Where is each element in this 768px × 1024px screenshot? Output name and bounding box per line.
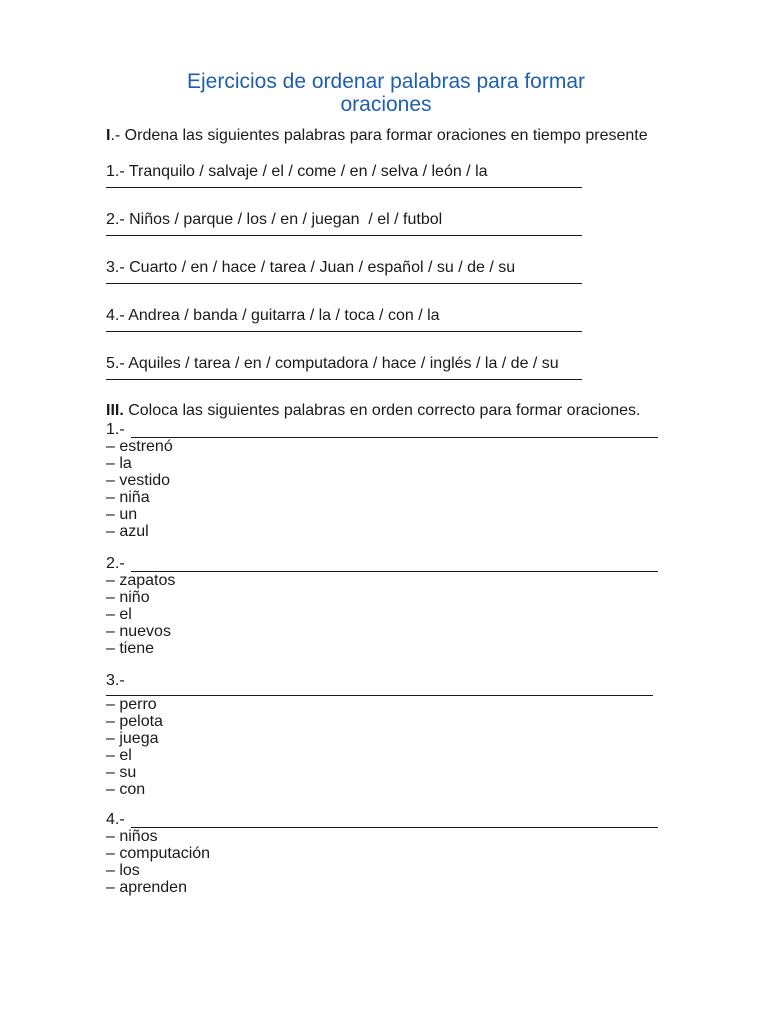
exercise-item: [106, 306, 676, 354]
group-label: 4.-: [106, 810, 125, 828]
group-header: [106, 421, 676, 438]
word-item: – tiene: [106, 639, 155, 657]
group-header: [106, 811, 676, 828]
exercise-words: 1.- Tranquilo / salvaje / el / come / en / selva / león / la: [106, 163, 488, 180]
section-1-items: [106, 162, 676, 402]
word-item: – los: [106, 861, 140, 879]
exercise-item: [106, 162, 676, 210]
section-1-instruction-text: .- Ordena las siguientes palabras para formar oraciones en tiempo presente: [110, 127, 648, 144]
section-1-numeral: I: [106, 127, 111, 144]
word-item: – con: [106, 780, 146, 798]
word-item: – la: [106, 454, 132, 472]
exercise-item: [106, 354, 676, 402]
group-header: [106, 555, 676, 572]
group-label: 2.-: [106, 554, 125, 572]
word-item: – estrenó: [106, 437, 173, 455]
title-line-2: oraciones: [340, 93, 432, 116]
word-item: – pelota: [106, 712, 163, 730]
answer-line[interactable]: [106, 187, 582, 188]
answer-line[interactable]: [106, 283, 582, 284]
section-3-instruction-text: Coloca las siguientes palabras en orden correcto para formar oraciones.: [123, 402, 641, 419]
word-item: – nuevos: [106, 622, 171, 640]
title-line-1: Ejercicios de ordenar palabras para formar: [186, 70, 586, 93]
word-group: [106, 421, 676, 540]
word-item: – niños: [106, 827, 158, 845]
answer-line[interactable]: [106, 235, 582, 236]
word-item: – el: [106, 605, 132, 623]
word-item: – vestido: [106, 471, 171, 489]
exercise-words: 2.- Niños / parque / los / en / juegan / el / futbol: [106, 211, 443, 228]
section-3-instruction: [106, 403, 676, 420]
word-group: [106, 811, 676, 896]
word-item: – aprenden: [106, 878, 187, 896]
answer-line[interactable]: [106, 379, 582, 380]
group-label: 3.-: [106, 671, 125, 689]
exercise-words: 5.- Aquiles / tarea / en / computadora / hace / inglés / la / de / su: [106, 355, 559, 372]
word-group: [106, 672, 676, 798]
word-item: – computación: [106, 844, 211, 862]
word-item: – el: [106, 746, 132, 764]
word-item: – niña: [106, 488, 150, 506]
exercise-item: [106, 258, 676, 306]
word-item: – zapatos: [106, 571, 176, 589]
word-item: – su: [106, 763, 137, 781]
exercise-words: 4.- Andrea / banda / guitarra / la / toca / con / la: [106, 307, 440, 324]
word-item: – azul: [106, 522, 149, 540]
answer-line[interactable]: [131, 424, 658, 438]
page-title: [106, 70, 666, 116]
word-item: – niño: [106, 588, 150, 606]
section-3: [106, 403, 676, 896]
group-label: 1.-: [106, 420, 125, 438]
exercise-words: 3.- Cuarto / en / hace / tarea / Juan / español / su / de / su: [106, 259, 516, 276]
exercise-item: [106, 210, 676, 258]
word-item: – perro: [106, 695, 157, 713]
section-1-instruction: [106, 128, 676, 145]
word-item: – juega: [106, 729, 159, 747]
section-3-numeral: III.: [106, 402, 124, 419]
answer-line[interactable]: [131, 814, 658, 828]
answer-line[interactable]: [131, 558, 658, 572]
answer-line[interactable]: [106, 331, 582, 332]
word-group: [106, 555, 676, 657]
word-item: – un: [106, 505, 138, 523]
